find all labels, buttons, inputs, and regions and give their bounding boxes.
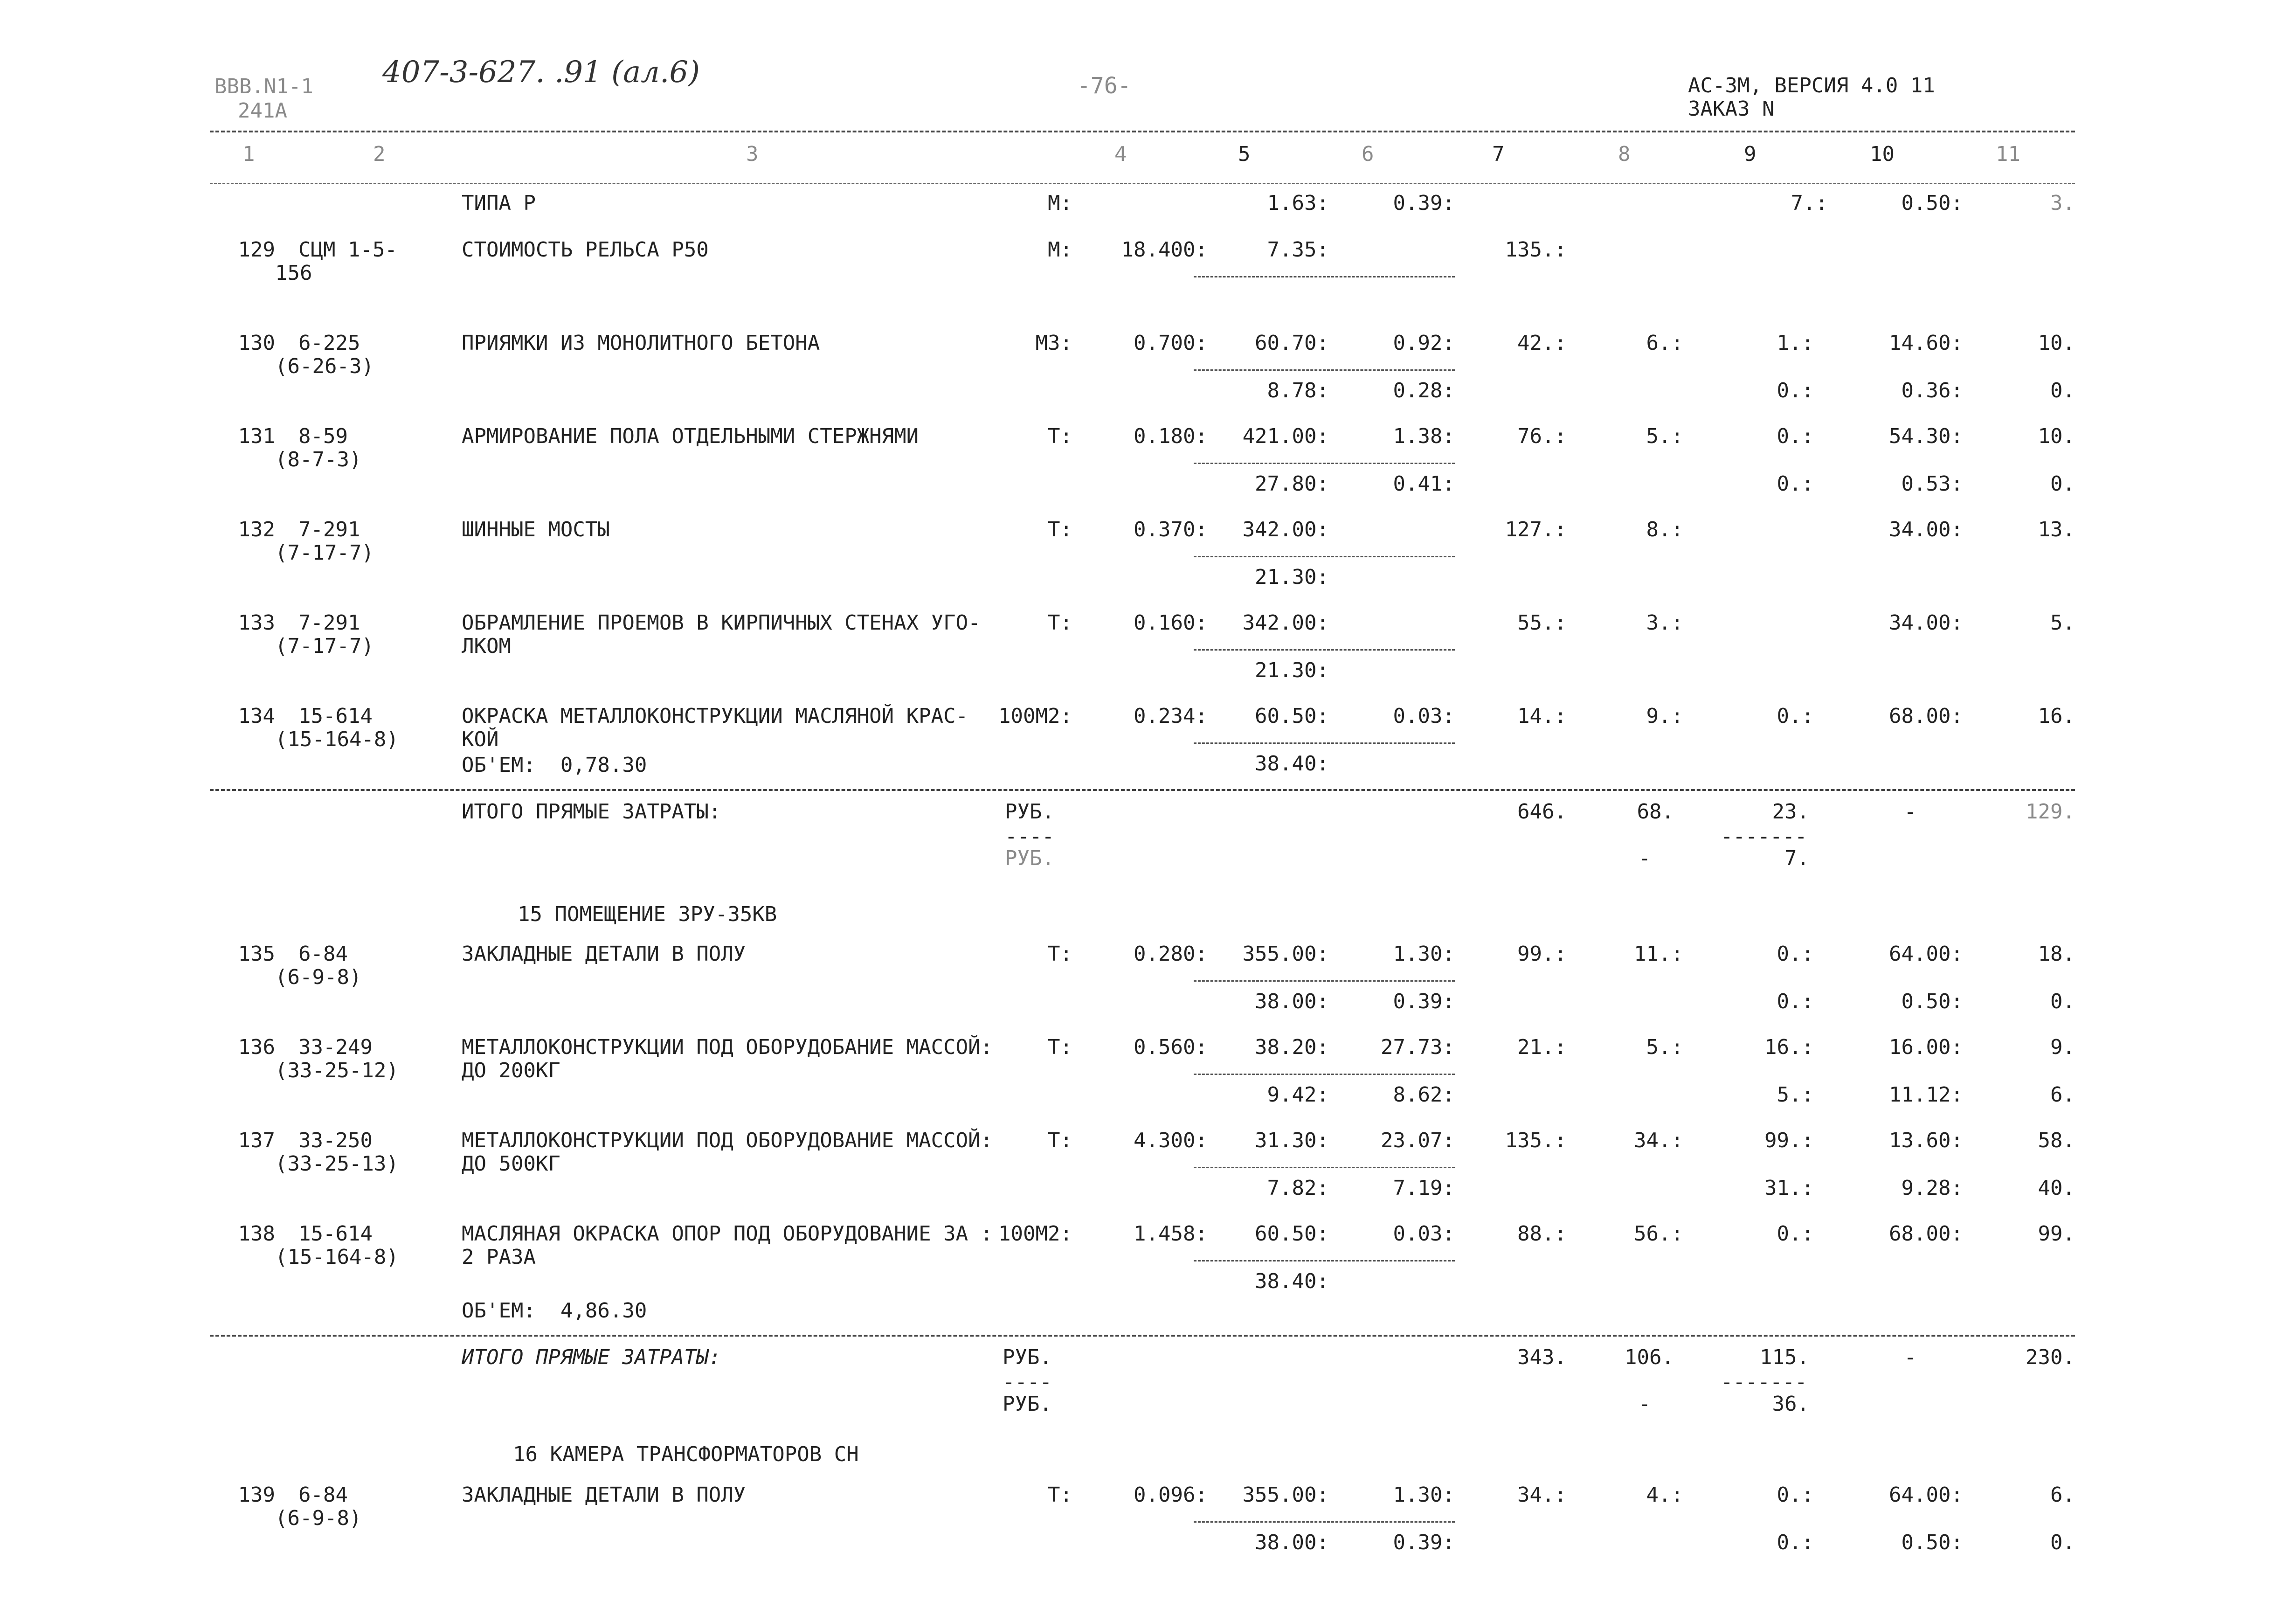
item-c9-secondary: 0.: (1777, 379, 1814, 402)
item-unit: Т: (1048, 1129, 1072, 1152)
total-c11: 129. (2026, 800, 2075, 824)
item-c5-secondary: 38.40: (1255, 752, 1329, 776)
total-unit-2: РУБ. (1005, 846, 1054, 870)
item-name: СТОИМОСТЬ РЕЛЬСА Р50 (462, 238, 709, 262)
item-c6: 0.39: (1393, 191, 1455, 215)
item-c10: 34.00: (1889, 611, 1963, 635)
item-c10-secondary: 0.36: (1901, 379, 1963, 402)
item-quantity: 1.458: (1134, 1222, 1208, 1246)
header-rule-bottom (210, 183, 2075, 184)
item-name: ЗАКЛАДНЫЕ ДЕТАЛИ В ПОЛУ (462, 942, 746, 966)
item-c6: 27.73: (1381, 1035, 1455, 1059)
item-c7: 34.: (1517, 1483, 1567, 1507)
item-code: 6-84 (298, 1483, 348, 1507)
subtotal-separator (1194, 1074, 1455, 1075)
item-c9: 0.: (1777, 942, 1814, 966)
item-quantity: 0.160: (1134, 611, 1208, 635)
item-c8: 5.: (1646, 424, 1683, 448)
col-7: 7 (1492, 142, 1505, 166)
subtotal-separator (1194, 1260, 1455, 1261)
item-quantity: 0.234: (1134, 704, 1208, 728)
total-c8b: - (1638, 1392, 1651, 1416)
item-reference: (15-164-8) (275, 1245, 399, 1269)
item-unit: Т: (1048, 424, 1072, 448)
order-number: ЗАКАЗ N (1688, 97, 1775, 121)
item-c11-secondary: 0. (2050, 1531, 2075, 1554)
item-c9-secondary: 5.: (1777, 1083, 1814, 1107)
item-c5-secondary: 38.00: (1255, 990, 1329, 1013)
item-unit: Т: (1048, 1483, 1072, 1507)
item-number: 133 (238, 611, 275, 635)
item-quantity: 0.096: (1134, 1483, 1208, 1507)
item-code: 7-291 (298, 518, 360, 541)
item-c8: 3.: (1646, 611, 1683, 635)
item-name-continued: КОЙ (462, 728, 499, 751)
section-heading: 16 КАМЕРА ТРАНСФОРМАТОРОВ СН (513, 1442, 859, 1466)
item-name-continued: ДО 200КГ (462, 1059, 560, 1082)
col-11: 11 (1996, 142, 2020, 166)
col-5: 5 (1238, 142, 1251, 166)
total-c10: - (1904, 1345, 1916, 1369)
section-heading: 15 ПОМЕЩЕНИЕ ЗРУ-35КВ (518, 902, 777, 926)
item-c9: 0.: (1777, 1483, 1814, 1507)
total-c9b: 36. (1772, 1392, 1809, 1416)
item-c7: 99.: (1517, 942, 1567, 966)
item-c8: 9.: (1646, 704, 1683, 728)
item-c9-secondary: 0.: (1777, 472, 1814, 496)
item-c5: 31.30: (1255, 1129, 1329, 1152)
item-name: ШИННЫЕ МОСТЫ (462, 518, 610, 541)
subtotal-separator (1194, 276, 1455, 277)
item-code: 33-249 (298, 1035, 373, 1059)
program-version: АС-3М, ВЕРСИЯ 4.0 11 (1688, 74, 1935, 97)
item-c10-secondary: 9.28: (1901, 1176, 1963, 1200)
item-c5: 1.63: (1267, 191, 1329, 215)
item-code: 6-84 (298, 942, 348, 966)
item-c5-secondary: 38.00: (1255, 1531, 1329, 1554)
total-c8: 68. (1637, 800, 1674, 824)
page-number: -76- (1077, 73, 1131, 99)
item-name-continued: ЛКОМ (462, 634, 511, 658)
item-c11: 10. (2038, 331, 2075, 355)
subtotal-separator (1194, 1167, 1455, 1168)
item-code: 15-614 (298, 704, 373, 728)
item-c10: 54.30: (1889, 424, 1963, 448)
item-quantity: 18.400: (1121, 238, 1208, 262)
item-reference: (15-164-8) (275, 728, 399, 751)
item-reference: (6-9-8) (275, 1506, 362, 1530)
item-c9-secondary: 0.: (1777, 1531, 1814, 1554)
item-c5-secondary: 7.82: (1267, 1176, 1329, 1200)
item-c5: 7.35: (1267, 238, 1329, 262)
total-c9: 23. (1772, 800, 1809, 824)
subtotal-separator (1194, 1521, 1455, 1523)
item-c11: 16. (2038, 704, 2075, 728)
col-2: 2 (373, 142, 386, 166)
item-c5-secondary: 21.30: (1255, 565, 1329, 589)
total-c10: - (1904, 800, 1916, 824)
item-c5-secondary: 8.78: (1267, 379, 1329, 402)
item-c6-secondary: 0.28: (1393, 379, 1455, 402)
item-c9: 99.: (1764, 1129, 1814, 1152)
item-c10-secondary: 0.50: (1901, 1531, 1963, 1554)
item-number: 130 (238, 331, 275, 355)
volume-line: ОБ'ЕМ: 0,78.30 (462, 753, 647, 777)
item-c8: 4.: (1646, 1483, 1683, 1507)
total-c9b: 7. (1784, 846, 1809, 870)
item-unit: Т: (1048, 518, 1072, 541)
item-number: 138 (238, 1222, 275, 1246)
doc-code-2: 241А (238, 99, 287, 123)
item-c8: 6.: (1646, 331, 1683, 355)
item-reference: (8-7-3) (275, 448, 362, 471)
item-name-continued: 2 РАЗА (462, 1245, 536, 1269)
total-c7: 343. (1517, 1345, 1567, 1369)
total-c8: 106. (1625, 1345, 1674, 1369)
item-quantity: 0.370: (1134, 518, 1208, 541)
item-c5: 60.50: (1255, 1222, 1329, 1246)
item-reference: (6-26-3) (275, 354, 374, 378)
item-reference: (7-17-7) (275, 541, 374, 565)
subtotal-separator (1194, 649, 1455, 651)
item-c10: 68.00: (1889, 1222, 1963, 1246)
volume-line: ОБ'ЕМ: 4,86.30 (462, 1299, 647, 1323)
item-name: ПРИЯМКИ ИЗ МОНОЛИТНОГО БЕТОНА (462, 331, 820, 355)
item-quantity: 0.560: (1134, 1035, 1208, 1059)
item-number: 134 (238, 704, 275, 728)
item-c6: 1.38: (1393, 424, 1455, 448)
subtotal-separator (1194, 556, 1455, 557)
item-name-continued: ДО 500КГ (462, 1152, 560, 1176)
item-reference: (6-9-8) (275, 965, 362, 989)
item-c9: 7.: (1791, 191, 1828, 215)
total-unit: РУБ. (1003, 1345, 1052, 1369)
item-c10-secondary: 0.53: (1901, 472, 1963, 496)
col-8: 8 (1618, 142, 1631, 166)
item-c11: 9. (2050, 1035, 2075, 1059)
item-c8: 34.: (1634, 1129, 1683, 1152)
item-c9-secondary: 0.: (1777, 990, 1814, 1013)
item-c7: 76.: (1517, 424, 1567, 448)
item-c6-secondary: 0.39: (1393, 990, 1455, 1013)
total-c8b: - (1638, 846, 1651, 870)
item-unit: М: (1048, 191, 1072, 215)
item-c6: 0.92: (1393, 331, 1455, 355)
item-c10: 14.60: (1889, 331, 1963, 355)
item-c11: 13. (2038, 518, 2075, 541)
item-c10: 0.50: (1901, 191, 1963, 215)
item-code: СЦМ 1-5- (298, 238, 397, 262)
item-c9: 0.: (1777, 704, 1814, 728)
item-c7: 21.: (1517, 1035, 1567, 1059)
item-name: ОБРАМЛЕНИЕ ПРОЕМОВ В КИРПИЧНЫХ СТЕНАХ УГО- (462, 611, 981, 635)
item-c6: 0.03: (1393, 1222, 1455, 1246)
item-c10: 64.00: (1889, 1483, 1963, 1507)
item-unit: Т: (1048, 1035, 1072, 1059)
item-c11: 18. (2038, 942, 2075, 966)
item-quantity: 0.180: (1134, 424, 1208, 448)
item-c11: 10. (2038, 424, 2075, 448)
item-unit: 100М2: (998, 704, 1072, 728)
item-reference: (33-25-13) (275, 1152, 399, 1176)
item-unit: Т: (1048, 611, 1072, 635)
item-c11: 6. (2050, 1483, 2075, 1507)
col-3: 3 (746, 142, 759, 166)
item-code: 6-225 (298, 331, 360, 355)
col-6: 6 (1362, 142, 1374, 166)
item-c11: 99. (2038, 1222, 2075, 1246)
item-c10: 68.00: (1889, 704, 1963, 728)
item-unit: М: (1048, 238, 1072, 262)
item-c5-secondary: 21.30: (1255, 658, 1329, 682)
total-unit-separator: ---- (1003, 1370, 1052, 1394)
item-c10-secondary: 11.12: (1889, 1083, 1963, 1107)
header-rule-top (210, 131, 2075, 132)
item-number: 139 (238, 1483, 275, 1507)
item-number: 131 (238, 424, 275, 448)
item-quantity: 4.300: (1134, 1129, 1208, 1152)
item-c5: 342.00: (1242, 611, 1329, 635)
item-reference: 156 (275, 261, 312, 285)
subtotal-separator (1194, 369, 1455, 371)
item-c7: 42.: (1517, 331, 1567, 355)
item-number: 129 (238, 238, 275, 262)
item-c11-secondary: 0. (2050, 472, 2075, 496)
item-c5-secondary: 38.40: (1255, 1269, 1329, 1293)
item-c9-secondary: 31.: (1764, 1176, 1814, 1200)
item-c7: 135.: (1505, 238, 1567, 262)
item-c9: 16.: (1764, 1035, 1814, 1059)
item-c11-secondary: 6. (2050, 1083, 2075, 1107)
item-c5: 60.70: (1255, 331, 1329, 355)
item-name: МЕТАЛЛОКОНСТРУКЦИИ ПОД ОБОРУДОВАНИЕ МАССОЙ: (462, 1129, 993, 1152)
total-c9-separator: ------- (1721, 1370, 1807, 1394)
section-rule (210, 1335, 2075, 1337)
doc-code: ВВВ.N1-1 (214, 75, 313, 98)
item-c11: 5. (2050, 611, 2075, 635)
handwritten-note: 407-3-627. .91 (ал.6) (382, 55, 700, 90)
total-label: ИТОГО ПРЯМЫЕ ЗАТРАТЫ: (462, 1345, 721, 1369)
col-1: 1 (242, 142, 255, 166)
item-code: 7-291 (298, 611, 360, 635)
subtotal-separator (1194, 742, 1455, 744)
item-c7: 14.: (1517, 704, 1567, 728)
item-c9: 0.: (1777, 424, 1814, 448)
col-9: 9 (1744, 142, 1757, 166)
item-quantity: 0.280: (1134, 942, 1208, 966)
item-c9: 1.: (1777, 331, 1814, 355)
item-c6: 1.30: (1393, 1483, 1455, 1507)
item-c7: 127.: (1505, 518, 1567, 541)
item-c8: 5.: (1646, 1035, 1683, 1059)
subtotal-separator (1194, 463, 1455, 464)
item-c5: 421.00: (1242, 424, 1329, 448)
item-c11: 3. (2050, 191, 2075, 215)
item-c7: 88.: (1517, 1222, 1567, 1246)
item-c10: 64.00: (1889, 942, 1963, 966)
item-c6-secondary: 0.39: (1393, 1531, 1455, 1554)
item-c5: 355.00: (1242, 942, 1329, 966)
item-c11-secondary: 0. (2050, 379, 2075, 402)
item-name: АРМИРОВАНИЕ ПОЛА ОТДЕЛЬНЫМИ СТЕРЖНЯМИ (462, 424, 919, 448)
item-reference: (7-17-7) (275, 634, 374, 658)
item-c6: 1.30: (1393, 942, 1455, 966)
item-quantity: 0.700: (1134, 331, 1208, 355)
item-name: МАСЛЯНАЯ ОКРАСКА ОПОР ПОД ОБОРУДОВАНИЕ ЗА : (462, 1222, 993, 1246)
item-c9: 0.: (1777, 1222, 1814, 1246)
item-number: 135 (238, 942, 275, 966)
total-unit: РУБ. (1005, 800, 1054, 824)
total-unit-2: РУБ. (1003, 1392, 1052, 1416)
item-c5: 38.20: (1255, 1035, 1329, 1059)
item-unit: Т: (1048, 942, 1072, 966)
item-c8: 11.: (1634, 942, 1683, 966)
item-c7: 135.: (1505, 1129, 1567, 1152)
item-c7: 55.: (1517, 611, 1567, 635)
item-number: 136 (238, 1035, 275, 1059)
item-c10: 13.60: (1889, 1129, 1963, 1152)
item-number: 132 (238, 518, 275, 541)
item-unit: М3: (1035, 331, 1072, 355)
item-name: МЕТАЛЛОКОНСТРУКЦИИ ПОД ОБОРУДОБАНИЕ МАССОЙ: (462, 1035, 993, 1059)
item-c5: 342.00: (1242, 518, 1329, 541)
item-c11-secondary: 0. (2050, 990, 2075, 1013)
item-name: ОКРАСКА МЕТАЛЛОКОНСТРУКЦИИ МАСЛЯНОЙ КРАС- (462, 704, 968, 728)
total-c9-separator: ------- (1721, 825, 1807, 848)
item-code: 15-614 (298, 1222, 373, 1246)
item-code: 33-250 (298, 1129, 373, 1152)
item-c5: 355.00: (1242, 1483, 1329, 1507)
item-c6: 0.03: (1393, 704, 1455, 728)
item-c6-secondary: 0.41: (1393, 472, 1455, 496)
item-c5-secondary: 27.80: (1255, 472, 1329, 496)
col-4: 4 (1114, 142, 1127, 166)
item-c6-secondary: 8.62: (1393, 1083, 1455, 1107)
total-c9: 115. (1760, 1345, 1809, 1369)
item-c10: 16.00: (1889, 1035, 1963, 1059)
total-unit-separator: ---- (1005, 825, 1054, 848)
total-c7: 646. (1517, 800, 1567, 824)
item-number: 137 (238, 1129, 275, 1152)
item-c10: 34.00: (1889, 518, 1963, 541)
item-unit: 100М2: (998, 1222, 1072, 1246)
item-c6: 23.07: (1381, 1129, 1455, 1152)
item-reference: (33-25-12) (275, 1059, 399, 1082)
item-c6-secondary: 7.19: (1393, 1176, 1455, 1200)
item-c11-secondary: 40. (2038, 1176, 2075, 1200)
item-name: ЗАКЛАДНЫЕ ДЕТАЛИ В ПОЛУ (462, 1483, 746, 1507)
item-c5: 60.50: (1255, 704, 1329, 728)
item-code: 8-59 (298, 424, 348, 448)
col-10: 10 (1870, 142, 1895, 166)
item-c8: 8.: (1646, 518, 1683, 541)
total-c11: 230. (2026, 1345, 2075, 1369)
item-c11: 58. (2038, 1129, 2075, 1152)
total-label: ИТОГО ПРЯМЫЕ ЗАТРАТЫ: (462, 800, 721, 824)
item-c8: 56.: (1634, 1222, 1683, 1246)
item-name: ТИПА Р (462, 191, 536, 215)
item-c5-secondary: 9.42: (1267, 1083, 1329, 1107)
section-rule (210, 789, 2075, 791)
subtotal-separator (1194, 980, 1455, 982)
item-c10-secondary: 0.50: (1901, 990, 1963, 1013)
